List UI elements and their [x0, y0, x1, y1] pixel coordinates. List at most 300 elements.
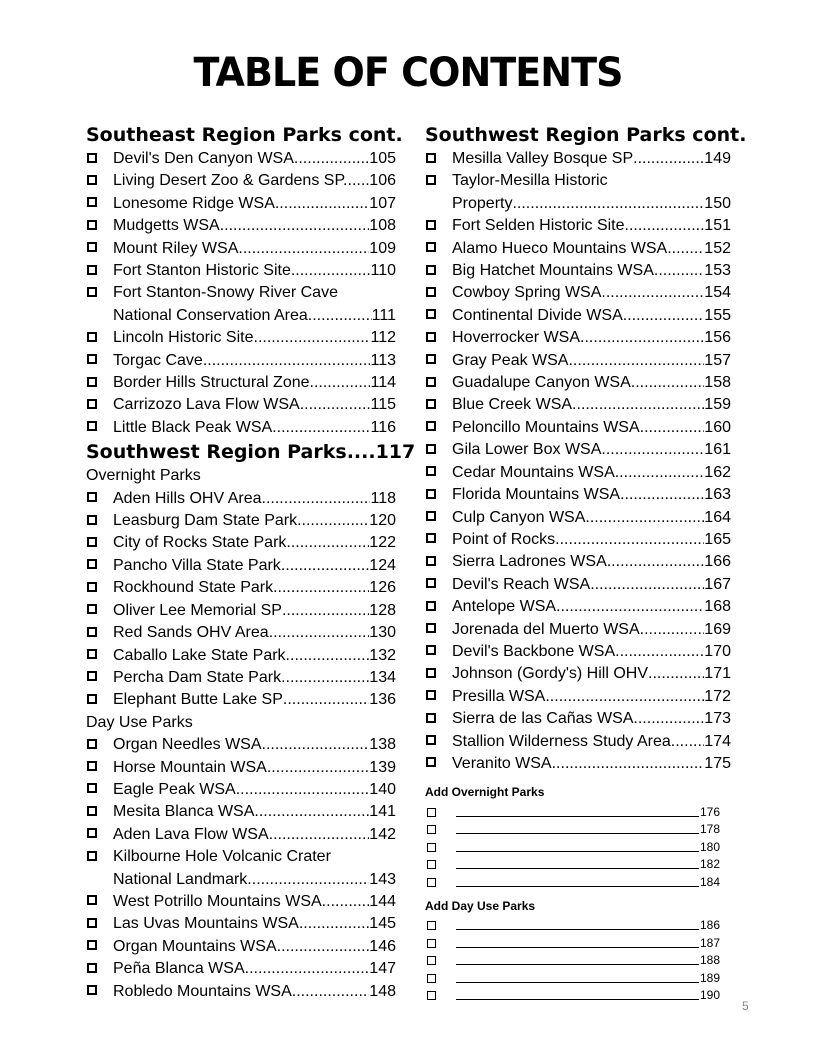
checkbox[interactable] [87, 806, 97, 816]
entry-line [113, 238, 396, 260]
toc-entry [425, 260, 731, 282]
checkbox[interactable] [426, 645, 436, 655]
checkbox[interactable] [426, 332, 436, 342]
entry-text [113, 577, 396, 599]
entry-page: 126 [369, 579, 396, 597]
entry-name: Presilla WSA [452, 687, 546, 705]
entry-name: Stallion Wilderness Study Area [452, 732, 671, 750]
entry-line [113, 372, 396, 394]
checkbox[interactable] [87, 265, 97, 275]
toc-entry [425, 753, 731, 775]
entry-line [452, 260, 731, 282]
toc-entry [86, 282, 396, 327]
toc-entry [425, 372, 731, 394]
entry-page: 186 [700, 918, 721, 933]
entry-page: 139 [369, 758, 396, 776]
entry-line [113, 958, 396, 980]
checkbox[interactable] [87, 828, 97, 838]
checkbox[interactable] [87, 985, 97, 995]
entry-name: Kilbourne Hole Volcanic Crater [113, 848, 331, 866]
blank-line[interactable] [456, 821, 699, 834]
toc-entry [86, 350, 396, 372]
entry-page: 158 [704, 374, 731, 392]
checkbox[interactable] [426, 578, 436, 588]
entry-text [113, 372, 396, 394]
blank-line[interactable] [456, 970, 699, 983]
entry-page: 148 [369, 982, 396, 1000]
entry-page: 105 [369, 150, 396, 167]
checkbox[interactable] [87, 671, 97, 681]
toc-entry [425, 507, 731, 529]
entry-text [452, 663, 731, 685]
blank-line[interactable] [456, 874, 699, 887]
entry-name: Border Hills Structural Zone [113, 374, 310, 392]
entry-line [113, 913, 396, 935]
entry-page: 111 [371, 306, 396, 324]
checkbox[interactable] [426, 489, 436, 499]
checkbox[interactable] [427, 956, 436, 965]
checkbox[interactable] [87, 220, 97, 230]
entry-line [113, 779, 396, 801]
checkbox[interactable] [87, 559, 97, 569]
toc-list [425, 148, 731, 775]
add-park-row [425, 985, 731, 1003]
entry-line [113, 667, 396, 689]
checkbox[interactable] [427, 843, 436, 852]
checkbox[interactable] [87, 851, 97, 861]
checkbox[interactable] [427, 878, 436, 887]
checkbox[interactable] [427, 825, 436, 834]
toc-entry [425, 350, 731, 372]
dot-leader [601, 439, 704, 461]
checkbox[interactable] [426, 713, 436, 723]
blank-line[interactable] [456, 917, 699, 930]
entry-name: Mudgetts WSA [113, 217, 220, 235]
dot-leader [220, 215, 370, 237]
checkbox[interactable] [426, 601, 436, 611]
add-park-row [425, 967, 731, 985]
entry-line [452, 551, 731, 573]
checkbox[interactable] [426, 287, 436, 297]
dot-leader [294, 148, 369, 170]
dot-leader [300, 394, 371, 416]
entry-name: National Conservation Area [113, 306, 308, 324]
checkbox[interactable] [87, 332, 97, 342]
entry-line [452, 484, 731, 506]
entry-page: 166 [704, 553, 731, 571]
add-park-row [425, 819, 731, 837]
checkbox[interactable] [426, 735, 436, 745]
checkbox[interactable] [426, 377, 436, 387]
checkbox[interactable] [87, 963, 97, 973]
dot-leader [640, 619, 705, 641]
dot-leader [552, 753, 705, 775]
entry-page: 156 [704, 329, 731, 347]
entry-page: 134 [369, 668, 396, 686]
entry-name: Carrizozo Lava Flow WSA [113, 396, 300, 414]
section-heading: Southwest Region Parks cont. [425, 124, 747, 146]
entry-line [452, 327, 731, 349]
entry-name: Mount Riley WSA [113, 239, 239, 257]
entry-page: 136 [369, 691, 396, 709]
section-heading: Southeast Region Parks cont. [86, 124, 403, 146]
entry-name: Robledo Mountains WSA [113, 982, 292, 1000]
toc-entry [425, 238, 731, 260]
checkbox[interactable] [426, 444, 436, 454]
entry-page: 151 [704, 217, 731, 235]
entry-name: Point of Rocks [452, 530, 556, 548]
entry-line [452, 708, 731, 730]
checkbox[interactable] [87, 175, 97, 185]
blank-line[interactable] [456, 856, 699, 869]
entry-line [113, 532, 396, 554]
toc-entry [86, 600, 396, 622]
dot-leader [281, 555, 369, 577]
dot-leader [625, 215, 705, 237]
blank-line[interactable] [456, 839, 699, 852]
entry-name: Antelope WSA [452, 598, 557, 616]
checkbox[interactable] [87, 694, 97, 704]
entry-line [452, 596, 731, 618]
checkbox[interactable] [87, 377, 97, 387]
entry-text [113, 555, 396, 577]
entry-name: Devil's Backbone WSA [452, 642, 616, 660]
toc-entry [86, 260, 396, 282]
toc-entry [86, 238, 396, 260]
entry-page: 170 [704, 642, 731, 660]
checkbox[interactable] [426, 175, 436, 185]
checkbox[interactable] [426, 623, 436, 633]
entry-page: 106 [369, 172, 396, 190]
entry-page: 180 [700, 839, 721, 854]
toc-entry [86, 193, 396, 215]
entry-line [113, 170, 396, 192]
entry-page: 162 [704, 463, 731, 481]
entry-name: Rockhound State Park [113, 579, 274, 597]
dot-leader [590, 574, 704, 596]
entry-page: 160 [704, 418, 731, 436]
checkbox[interactable] [87, 604, 97, 614]
entry-text [113, 327, 396, 349]
entry-name: Alamo Hueco Mountains WSA [452, 239, 668, 257]
checkbox[interactable] [87, 582, 97, 592]
entry-name: Little Black Peak WSA [113, 418, 273, 436]
entry-name: Living Desert Zoo & Gardens SP. [113, 172, 348, 190]
checkbox[interactable] [87, 627, 97, 637]
entry-line [452, 215, 731, 237]
checkbox[interactable] [87, 242, 97, 252]
entry-text [452, 439, 731, 461]
entry-name: Devil's Den Canyon WSA [113, 150, 294, 167]
entry-name: Gila Lower Box WSA [452, 441, 602, 459]
dot-leader [267, 757, 369, 779]
dot-leader [272, 417, 370, 439]
toc-entry [86, 846, 396, 891]
entry-text [452, 641, 731, 663]
entry-text [113, 913, 396, 935]
entry-line [113, 327, 396, 349]
entry-page: 110 [370, 262, 396, 280]
entry-text [452, 529, 731, 551]
entry-name: Sierra Ladrones WSA [452, 553, 607, 571]
checkbox[interactable] [87, 537, 97, 547]
entry-text [452, 574, 731, 596]
toc-entry [425, 439, 731, 461]
checkbox[interactable] [426, 556, 436, 566]
dot-leader [291, 260, 371, 282]
checkbox[interactable] [426, 309, 436, 319]
entry-page: 188 [700, 953, 721, 968]
entry-name: West Potrillo Mountains WSA [113, 892, 322, 910]
left-column [86, 122, 416, 1003]
entry-name: Elephant Butte Lake SP [113, 691, 283, 709]
entry-page: 178 [700, 822, 721, 837]
entry-text [113, 193, 396, 215]
checkbox[interactable] [87, 649, 97, 659]
checkbox[interactable] [427, 939, 436, 948]
toc-entry [86, 622, 396, 644]
entry-text [113, 532, 396, 554]
checkbox[interactable] [87, 399, 97, 409]
entry-text [452, 417, 731, 439]
toc-entry [86, 667, 396, 689]
entry-page: 150 [704, 194, 731, 212]
entry-text [452, 372, 731, 394]
entry-page: 153 [704, 262, 731, 280]
entry-name: Organ Mountains WSA [113, 937, 277, 955]
entry-line [452, 372, 731, 394]
dot-leader [297, 510, 369, 532]
checkbox[interactable] [87, 515, 97, 525]
entry-page: 176 [700, 804, 721, 819]
section-heading: Southwest Region Parks....117 [86, 441, 416, 464]
entry-text [452, 619, 731, 641]
right-column [425, 122, 747, 1003]
entry-line [113, 645, 396, 667]
dot-leader [568, 350, 704, 372]
dot-leader [245, 958, 370, 980]
toc-entry [425, 574, 731, 596]
toc-entry [425, 394, 731, 416]
entry-text [113, 350, 396, 372]
dot-leader [667, 238, 704, 260]
checkbox[interactable] [87, 761, 97, 771]
entry-text [452, 305, 731, 327]
checkbox[interactable] [87, 197, 97, 207]
checkbox[interactable] [426, 511, 436, 521]
entry-name: Devil's Reach WSA [452, 575, 591, 593]
toc-entry [86, 981, 396, 1003]
toc-entry [86, 510, 396, 532]
checkbox[interactable] [87, 918, 97, 928]
checkbox[interactable] [426, 668, 436, 678]
entry-name: Eagle Peak WSA [113, 780, 236, 798]
blank-line[interactable] [456, 935, 699, 948]
dot-leader [348, 170, 370, 192]
entry-text [452, 708, 731, 730]
add-park-row [425, 801, 731, 819]
entry-page: 130 [369, 624, 396, 642]
entry-text [452, 551, 731, 573]
checkbox[interactable] [87, 492, 97, 502]
checkbox[interactable] [87, 354, 97, 364]
entry-line [452, 619, 731, 641]
entry-name: Fort Stanton Historic Site [113, 262, 291, 280]
toc-entry [425, 215, 731, 237]
entry-line [113, 510, 396, 532]
entry-name: Organ Needles WSA [113, 736, 262, 754]
toc-entry [425, 529, 731, 551]
entry-name: Property [452, 194, 513, 212]
entry-text [113, 779, 396, 801]
toc-entry [425, 596, 731, 618]
checkbox[interactable] [87, 153, 97, 163]
checkbox[interactable] [87, 783, 97, 793]
entry-text [113, 734, 396, 756]
checkbox[interactable] [426, 265, 436, 275]
entry-line [452, 529, 731, 551]
dot-leader [238, 238, 369, 260]
entry-line [452, 305, 731, 327]
checkbox[interactable] [426, 757, 436, 767]
dot-leader [281, 667, 369, 689]
entry-page: 168 [704, 598, 731, 616]
entry-name: Mesilla Valley Bosque SP [452, 150, 634, 167]
entry-text [113, 417, 396, 439]
dot-leader [620, 484, 704, 506]
entry-page: 189 [700, 970, 721, 985]
entry-line [113, 981, 396, 1003]
checkbox[interactable] [427, 991, 436, 1000]
entry-line [113, 869, 396, 891]
entry-name: Johnson (Gordy's) Hill OHV [452, 665, 648, 683]
blank-line[interactable] [456, 952, 699, 965]
toc-entry [425, 551, 731, 573]
entry-line [452, 439, 731, 461]
entry-line [113, 936, 396, 958]
entry-name: Leasburg Dam State Park [113, 512, 298, 530]
dot-leader [269, 622, 370, 644]
entry-name: Continental Divide WSA [452, 306, 623, 324]
add-park-list [425, 801, 731, 889]
entry-text [452, 327, 731, 349]
dot-leader [585, 507, 704, 529]
checkbox[interactable] [426, 690, 436, 700]
entry-text [113, 824, 396, 846]
entry-line [452, 507, 731, 529]
checkbox[interactable] [426, 466, 436, 476]
toc-entry [425, 663, 731, 685]
entry-name: Hoverrocker WSA [452, 329, 581, 347]
checkbox[interactable] [426, 153, 436, 163]
entry-name: Big Hatchet Mountains WSA [452, 262, 654, 280]
dot-leader [308, 305, 372, 327]
checkbox[interactable] [426, 242, 436, 252]
entry-line [113, 555, 396, 577]
checkbox[interactable] [427, 921, 436, 930]
checkbox[interactable] [87, 421, 97, 431]
entry-text [452, 686, 731, 708]
checkbox[interactable] [426, 399, 436, 409]
checkbox[interactable] [427, 974, 436, 983]
checkbox[interactable] [87, 739, 97, 749]
dot-leader [545, 686, 704, 708]
entry-page: 143 [369, 870, 396, 888]
dot-leader [247, 869, 369, 891]
toc-entry [425, 619, 731, 641]
entry-name: City of Rocks State Park [113, 534, 287, 552]
entry-name: Caballo Lake State Park [113, 646, 286, 664]
dot-leader [580, 327, 704, 349]
entry-name: Taylor-Mesilla Historic [452, 172, 608, 190]
entry-name: Sierra de las Cañas WSA [452, 710, 634, 728]
entry-page: 120 [369, 512, 396, 530]
add-park-row [425, 854, 731, 872]
dot-leader [671, 731, 705, 753]
toc-entry [86, 488, 396, 510]
entry-name: Peña Blanca WSA [113, 960, 245, 978]
toc-entry [86, 958, 396, 980]
checkbox[interactable] [426, 533, 436, 543]
toc-entry [86, 757, 396, 779]
add-park-row [425, 950, 731, 968]
toc-entry [86, 372, 396, 394]
toc-entry [86, 394, 396, 416]
add-overnight-heading: Add Overnight Parks [425, 785, 545, 800]
dot-leader [283, 689, 369, 711]
checkbox[interactable] [426, 220, 436, 230]
add-park-row [425, 871, 731, 889]
toc-entry [86, 734, 396, 756]
toc-entry [425, 686, 731, 708]
entry-text [113, 488, 396, 510]
entry-page: 145 [369, 915, 396, 933]
entry-page: 107 [369, 194, 396, 212]
entry-line [113, 394, 396, 416]
blank-line[interactable] [456, 987, 699, 1000]
entry-name: Las Uvas Mountains WSA [113, 915, 299, 933]
entry-name: Gray Peak WSA [452, 351, 569, 369]
checkbox[interactable] [87, 895, 97, 905]
entry-line [452, 574, 731, 596]
checkbox[interactable] [426, 354, 436, 364]
entry-name: Blue Creek WSA [452, 396, 573, 414]
checkbox[interactable] [87, 940, 97, 950]
toc-list [86, 734, 396, 1003]
entry-line [113, 600, 396, 622]
checkbox[interactable] [427, 808, 436, 817]
toc-entry [86, 824, 396, 846]
entry-line [452, 663, 731, 685]
dot-leader [203, 350, 371, 372]
checkbox[interactable] [427, 860, 436, 869]
blank-line[interactable] [456, 804, 699, 817]
entry-line [452, 462, 731, 484]
entry-page: 154 [704, 284, 731, 302]
entry-text [452, 484, 731, 506]
entry-name: Veranito WSA [452, 754, 552, 772]
entry-text [113, 958, 396, 980]
checkbox[interactable] [426, 421, 436, 431]
checkbox[interactable] [87, 287, 97, 297]
entry-text [113, 801, 396, 823]
dot-leader [286, 645, 370, 667]
entry-text [113, 600, 396, 622]
toc-entry [86, 645, 396, 667]
dot-leader [310, 372, 371, 394]
dot-leader [277, 936, 370, 958]
subheading-overnight: Overnight Parks [86, 467, 201, 485]
